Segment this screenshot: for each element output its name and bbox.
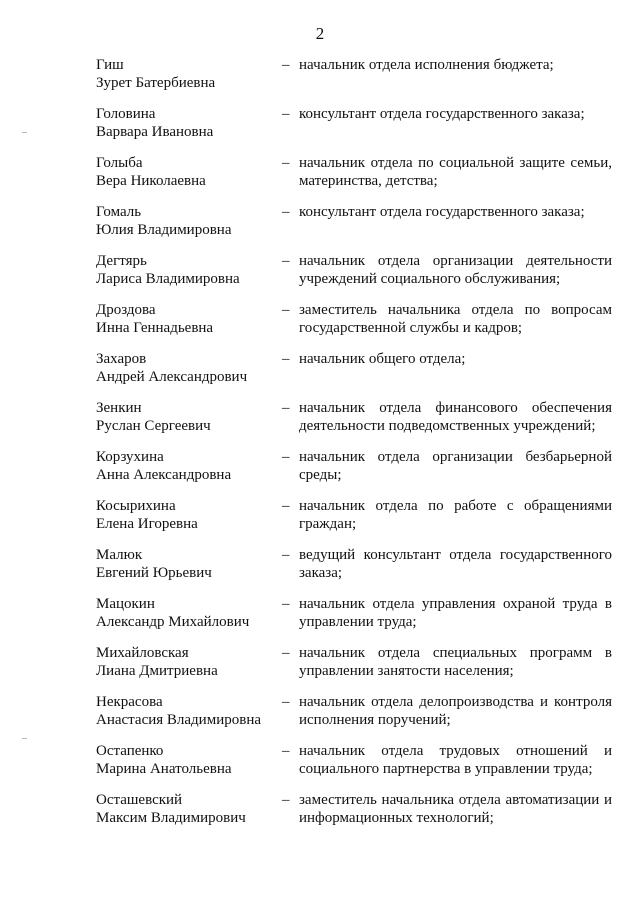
dash: – [282, 743, 290, 759]
given-name: Александр Михайлович [96, 614, 250, 630]
staff-entry [96, 203, 614, 252]
staff-entry [96, 448, 614, 497]
given-name: Елена Игоревна [96, 516, 198, 532]
position: начальник отдела по работе с обращениями граждан; [299, 498, 612, 532]
surname: Некрасова [96, 694, 163, 710]
dash: – [282, 547, 290, 563]
staff-entry [96, 693, 614, 742]
position: начальник отдела трудовых отношений и социального партнерства в управлении труда; [299, 743, 612, 777]
staff-entry [96, 350, 614, 399]
person-name [96, 56, 281, 92]
person-name [96, 497, 281, 533]
person-name [96, 448, 281, 484]
position: начальник общего отдела; [299, 351, 466, 367]
staff-entry [96, 497, 614, 546]
given-name: Лиана Дмитриевна [96, 663, 218, 679]
staff-entry [96, 301, 614, 350]
position: консультант отдела государственного заказа; [299, 204, 585, 220]
person-name [96, 154, 281, 190]
person-name [96, 742, 281, 778]
given-name: Варвара Ивановна [96, 124, 214, 140]
dash: – [282, 449, 290, 465]
given-name: Марина Анатольевна [96, 761, 232, 777]
position: заместитель начальника отдела автоматизации и информационных технологий; [299, 792, 612, 826]
position: начальник отдела организации деятельности учреждений социального обслуживания; [299, 253, 612, 287]
surname: Зенкин [96, 400, 142, 416]
given-name: Евгений Юрьевич [96, 565, 212, 581]
dash: – [282, 204, 290, 220]
staff-entry [96, 791, 614, 840]
dash: – [282, 106, 290, 122]
staff-entry [96, 56, 614, 105]
page-number: 2 [315, 24, 325, 43]
surname: Захаров [96, 351, 147, 367]
dash: – [282, 400, 290, 416]
person-name [96, 350, 281, 386]
surname: Гомаль [96, 204, 142, 220]
surname: Корзухина [96, 449, 164, 465]
given-name: Руслан Сергеевич [96, 418, 211, 434]
dash: – [282, 253, 290, 269]
surname: Остапенко [96, 743, 164, 759]
given-name: Вера Николаевна [96, 173, 206, 189]
surname: Голыба [96, 155, 143, 171]
given-name: Анастасия Владимировна [96, 712, 261, 728]
surname: Дроздова [96, 302, 156, 318]
staff-entry [96, 546, 614, 595]
position: заместитель начальника отдела по вопросам государственной службы и кадров; [299, 302, 612, 336]
given-name: Зурет Батербиевна [96, 75, 216, 91]
person-name [96, 105, 281, 141]
staff-entry [96, 644, 614, 693]
position: начальник отдела делопроизводства и контроля исполнения поручений; [299, 694, 612, 728]
dash: – [282, 57, 290, 73]
person-name [96, 644, 281, 680]
staff-entry [96, 742, 614, 791]
staff-list [96, 56, 614, 840]
position: консультант отдела государственного заказа; [299, 106, 585, 122]
dash: – [282, 498, 290, 514]
person-name [96, 301, 281, 337]
position: начальник отдела исполнения бюджета; [299, 57, 554, 73]
surname: Гиш [96, 57, 124, 73]
given-name: Лариса Владимировна [96, 271, 240, 287]
dash: – [282, 645, 290, 661]
person-name [96, 595, 281, 631]
given-name: Андрей Александрович [96, 369, 248, 385]
dash: – [282, 351, 290, 367]
surname: Дегтярь [96, 253, 147, 269]
person-name [96, 546, 281, 582]
surname: Осташевский [96, 792, 183, 808]
person-name [96, 399, 281, 435]
position: начальник отдела финансового обеспечения деятельности подведомственных учреждений; [299, 400, 612, 434]
position: начальник отдела специальных программ в управлении занятости населения; [299, 645, 612, 679]
dash: – [282, 694, 290, 710]
dash: – [282, 596, 290, 612]
given-name: Анна Александровна [96, 467, 232, 483]
position: начальник отдела управления охраной труда в управлении труда; [299, 596, 612, 630]
position: начальник отдела по социальной защите семьи, материнства, детства; [299, 155, 612, 189]
staff-entry [96, 595, 614, 644]
staff-entry [96, 252, 614, 301]
surname: Мацокин [96, 596, 155, 612]
given-name: Юлия Владимировна [96, 222, 232, 238]
staff-entry [96, 154, 614, 203]
person-name [96, 203, 281, 239]
edge-mark-top [22, 132, 27, 133]
dash: – [282, 302, 290, 318]
dash: – [282, 155, 290, 171]
position: ведущий консультант отдела государственного заказа; [299, 547, 612, 581]
person-name [96, 693, 281, 729]
position: начальник отдела организации безбарьерной среды; [299, 449, 612, 483]
given-name: Максим Владимирович [96, 810, 246, 826]
surname: Малюк [96, 547, 143, 563]
surname: Михайловская [96, 645, 189, 661]
person-name [96, 252, 281, 288]
staff-entry [96, 105, 614, 154]
surname: Косырихина [96, 498, 176, 514]
edge-mark-bottom [22, 738, 27, 739]
person-name [96, 791, 281, 827]
dash: – [282, 792, 290, 808]
surname: Головина [96, 106, 156, 122]
staff-entry [96, 399, 614, 448]
given-name: Инна Геннадьевна [96, 320, 214, 336]
